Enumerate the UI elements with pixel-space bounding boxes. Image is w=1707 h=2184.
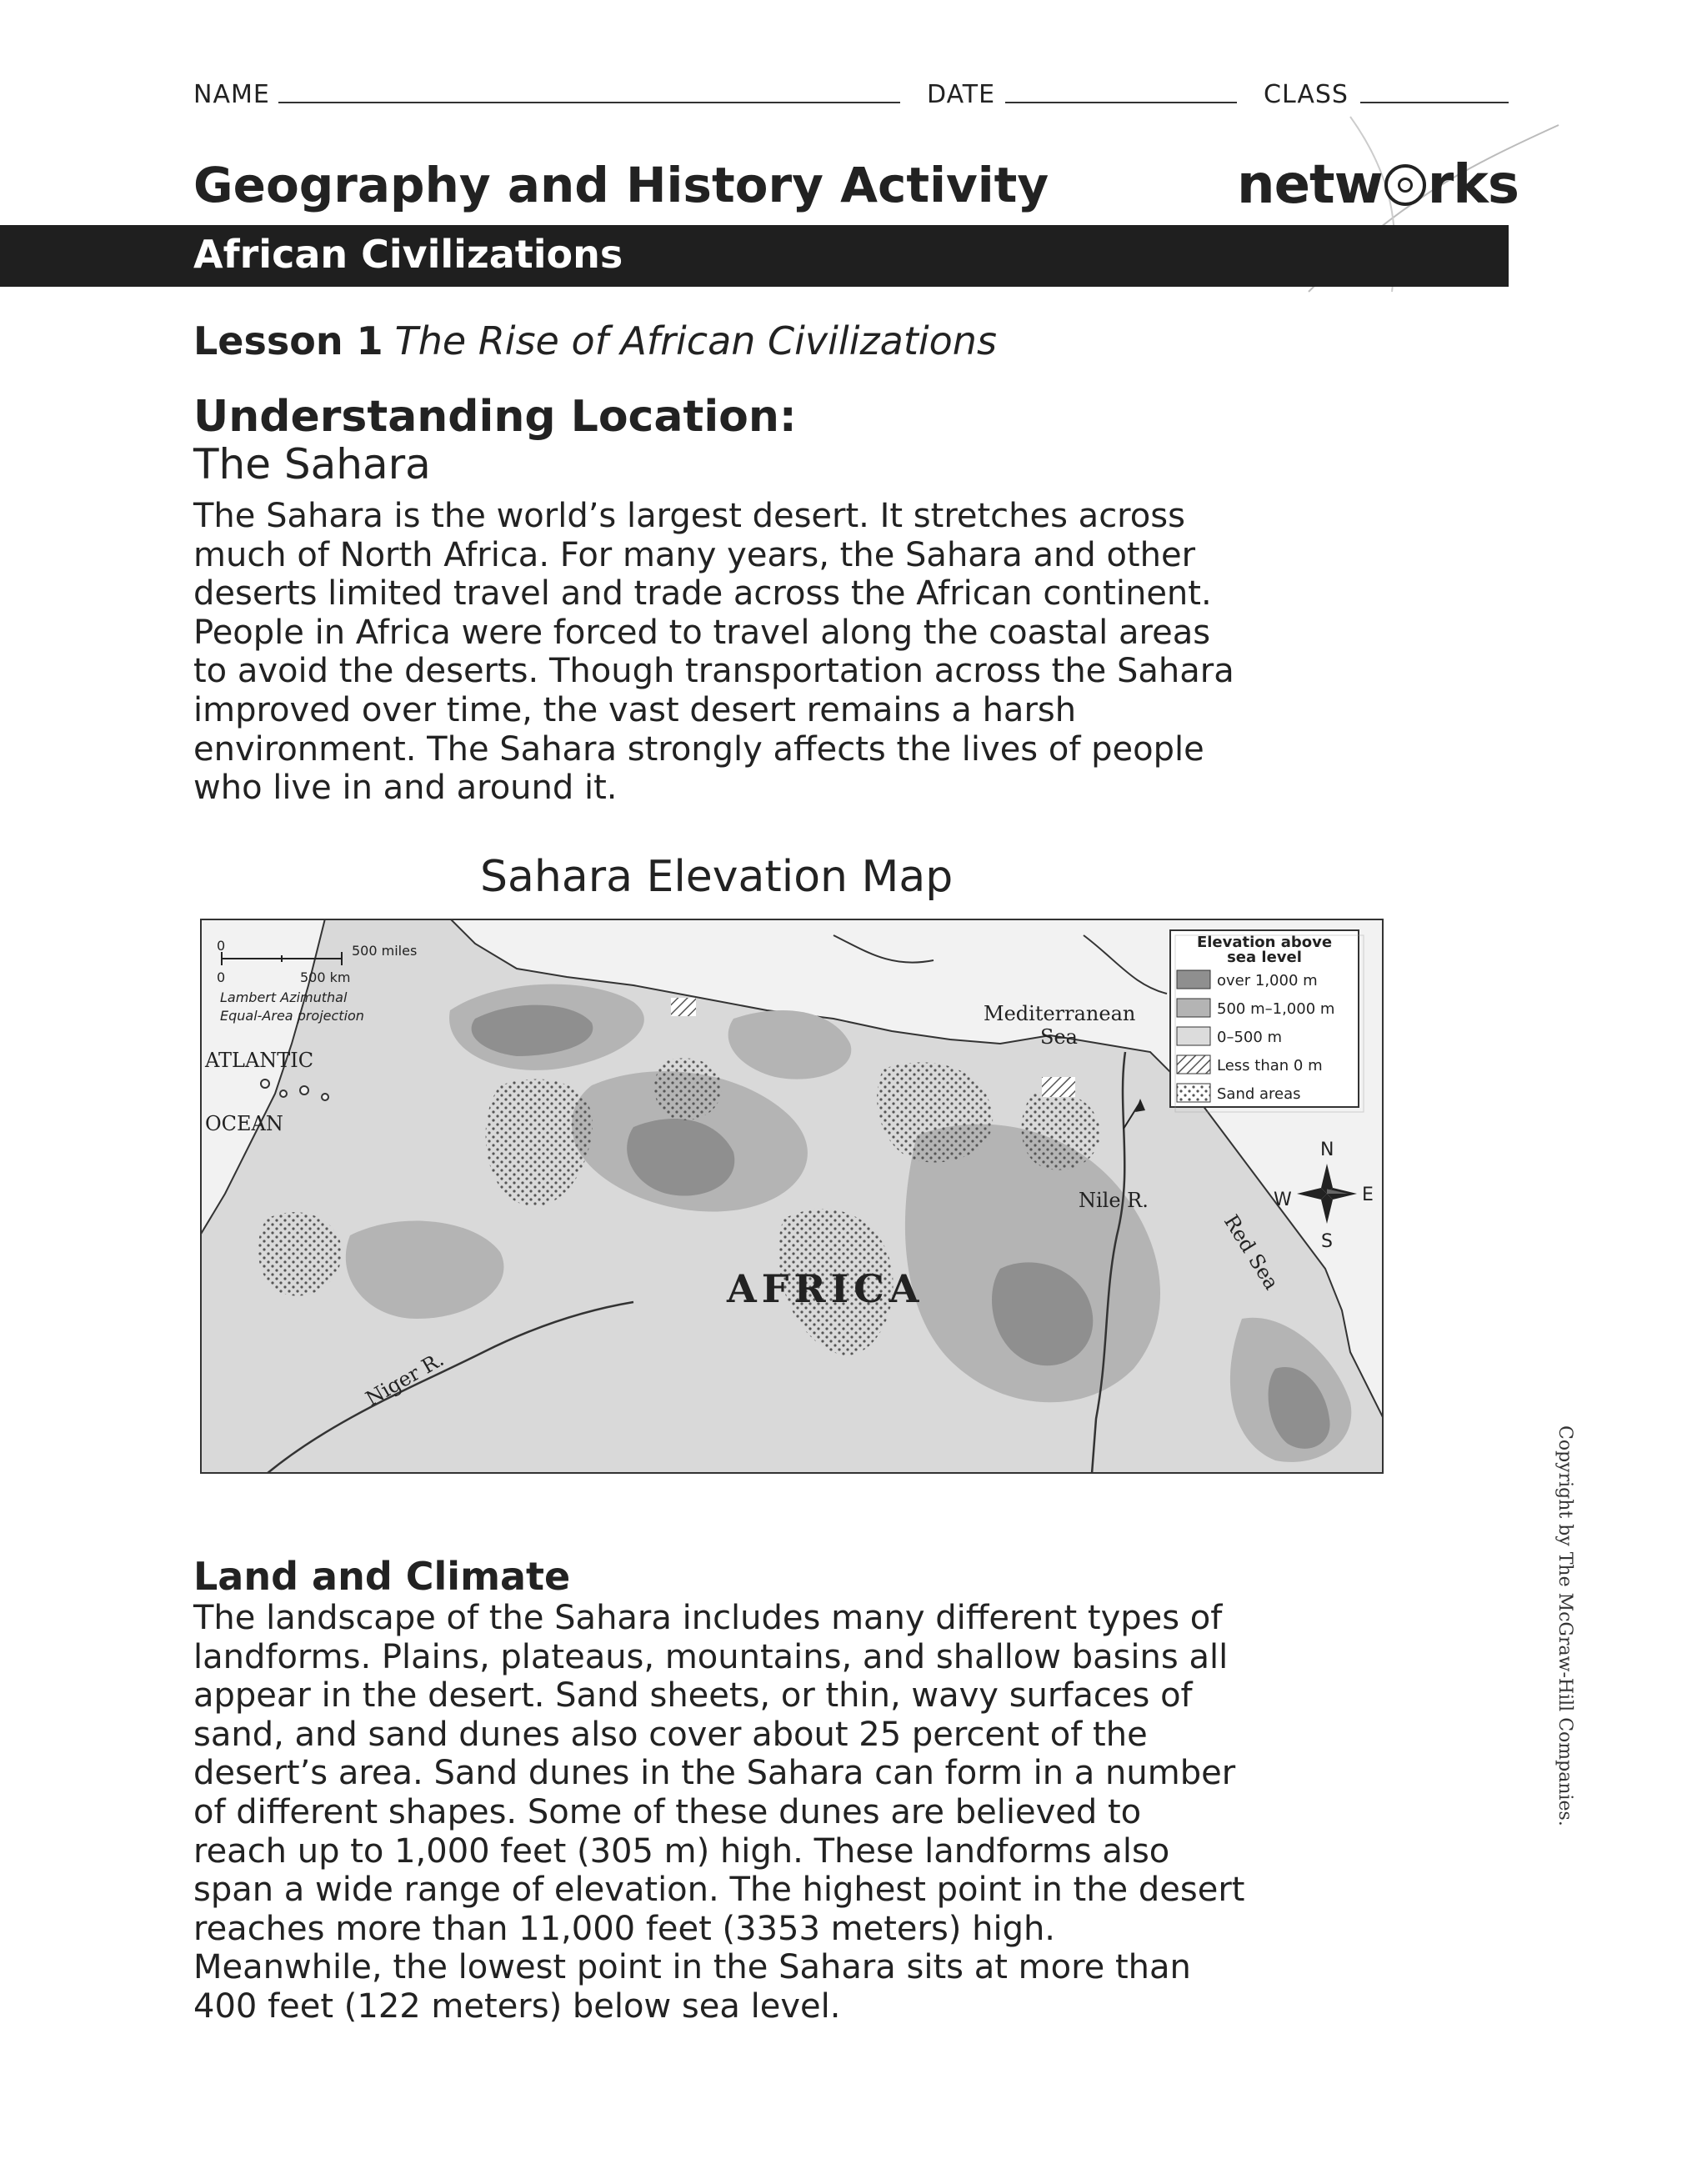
label-atlantic: ATLANTIC (205, 1049, 314, 1072)
name-field[interactable] (278, 102, 900, 103)
land-climate-paragraph (193, 1599, 1310, 2026)
paragraph-line: much of North Africa. For many years, the Sahara and other (193, 535, 1196, 574)
paragraph-line: deserts limited travel and trade across the African continent. (193, 574, 1212, 614)
sahara-elevation-map (200, 919, 1384, 1474)
legend-label-below: Less than 0 m (1217, 1057, 1323, 1074)
legend-label-sand: Sand areas (1217, 1085, 1301, 1103)
label-ocean: OCEAN (205, 1112, 283, 1135)
paragraph-line: desert’s area. Sand dunes in the Sahara can form in a number (193, 1754, 1236, 1793)
name-label: NAME (193, 80, 270, 109)
paragraph-line: appear in the desert. Sand sheets, or thin, wavy surfaces of (193, 1676, 1193, 1716)
date-field[interactable] (1005, 102, 1237, 103)
label-africa: AFRICA (727, 1266, 924, 1311)
map-legend (1170, 930, 1364, 1112)
copyright-notice: Copyright by The McGraw-Hill Companies. (1554, 1425, 1575, 1826)
label-sea: Sea (1040, 1025, 1078, 1049)
paragraph-line: landforms. Plains, plateaus, mountains, and shallow basins all (193, 1637, 1229, 1676)
label-niger: Niger R. (362, 1347, 448, 1411)
label-mediterranean: Mediterranean (984, 1002, 1136, 1025)
intro-paragraph (193, 497, 1310, 808)
map-title: Sahara Elevation Map (480, 852, 954, 902)
legend-swatch-sand (1177, 1084, 1210, 1102)
paragraph-line: reach up to 1,000 feet (305 m) high. These landforms also (193, 1831, 1170, 1871)
label-nile: Nile R. (1079, 1189, 1149, 1212)
logo-text-end: rks (1427, 154, 1519, 216)
paragraph-line: of different shapes. Some of these dunes are believed to (193, 1792, 1142, 1831)
section-title: African Civilizations (193, 232, 623, 277)
paragraph-line: reaches more than 11,000 feet (3353 meters) high. (193, 1909, 1056, 1948)
projection-line-1: Lambert Azimuthal (220, 989, 348, 1005)
paragraph-line: sand, and sand dunes also cover about 25 percent of the (193, 1715, 1148, 1754)
lesson-heading (193, 318, 997, 363)
lesson-label: Lesson 1 (193, 318, 383, 363)
date-label: DATE (927, 80, 996, 109)
document-title: Geography and History Activity (193, 157, 1049, 213)
map-svg (200, 919, 1384, 1474)
section-heading: Understanding Location: (193, 392, 797, 442)
class-label: CLASS (1264, 80, 1349, 109)
compass-e: E (1362, 1185, 1374, 1205)
paragraph-line: People in Africa were forced to travel along the coastal areas (193, 613, 1211, 652)
scale-zero-miles: 0 (217, 938, 226, 954)
paragraph-line: 400 feet (122 meters) below sea level. (193, 1986, 841, 2026)
land-climate-heading: Land and Climate (193, 1554, 571, 1599)
paragraph-line: improved over time, the vast desert remains a harsh (193, 690, 1077, 729)
label-red-sea: Red Sea (1219, 1210, 1284, 1295)
legend-label-high: over 1,000 m (1217, 972, 1318, 989)
legend-swatch-mid (1177, 999, 1210, 1017)
paragraph-line: environment. The Sahara strongly affects the lives of people (193, 729, 1204, 769)
legend-label-low: 0–500 m (1217, 1029, 1283, 1046)
scale-zero-km: 0 (217, 969, 226, 985)
paragraph-line: The landscape of the Sahara includes many different types of (193, 1599, 1223, 1637)
logo-text-start: netw (1237, 154, 1383, 216)
legend-label-mid: 500 m–1,000 m (1217, 1000, 1335, 1018)
paragraph-line: The Sahara is the world’s largest desert. It stretches across (193, 497, 1185, 535)
scale-miles: 500 miles (352, 943, 418, 959)
logo-o-icon (1384, 164, 1426, 206)
paragraph-line: to avoid the deserts. Though transportation across the Sahara (193, 652, 1234, 691)
compass-s: S (1321, 1231, 1333, 1252)
paragraph-line: Meanwhile, the lowest point in the Sahara sits at more than (193, 1948, 1191, 1987)
networks-logo (1237, 154, 1519, 216)
legend-swatch-low (1177, 1027, 1210, 1045)
scale-km: 500 km (300, 969, 351, 985)
legend-swatch-below (1177, 1055, 1210, 1074)
section-subheading: The Sahara (193, 440, 431, 488)
projection-line-2: Equal-Area projection (220, 1008, 364, 1024)
compass-n: N (1320, 1140, 1334, 1160)
legend-swatch-high (1177, 970, 1210, 989)
paragraph-line: span a wide range of elevation. The highest point in the desert (193, 1871, 1245, 1910)
paragraph-line: who live in and around it. (193, 769, 618, 808)
compass-w: W (1274, 1190, 1292, 1210)
legend-title-2: sea level (1227, 949, 1302, 966)
lesson-title: The Rise of African Civilizations (394, 318, 997, 363)
legend-title-1: Elevation above (1196, 934, 1333, 951)
